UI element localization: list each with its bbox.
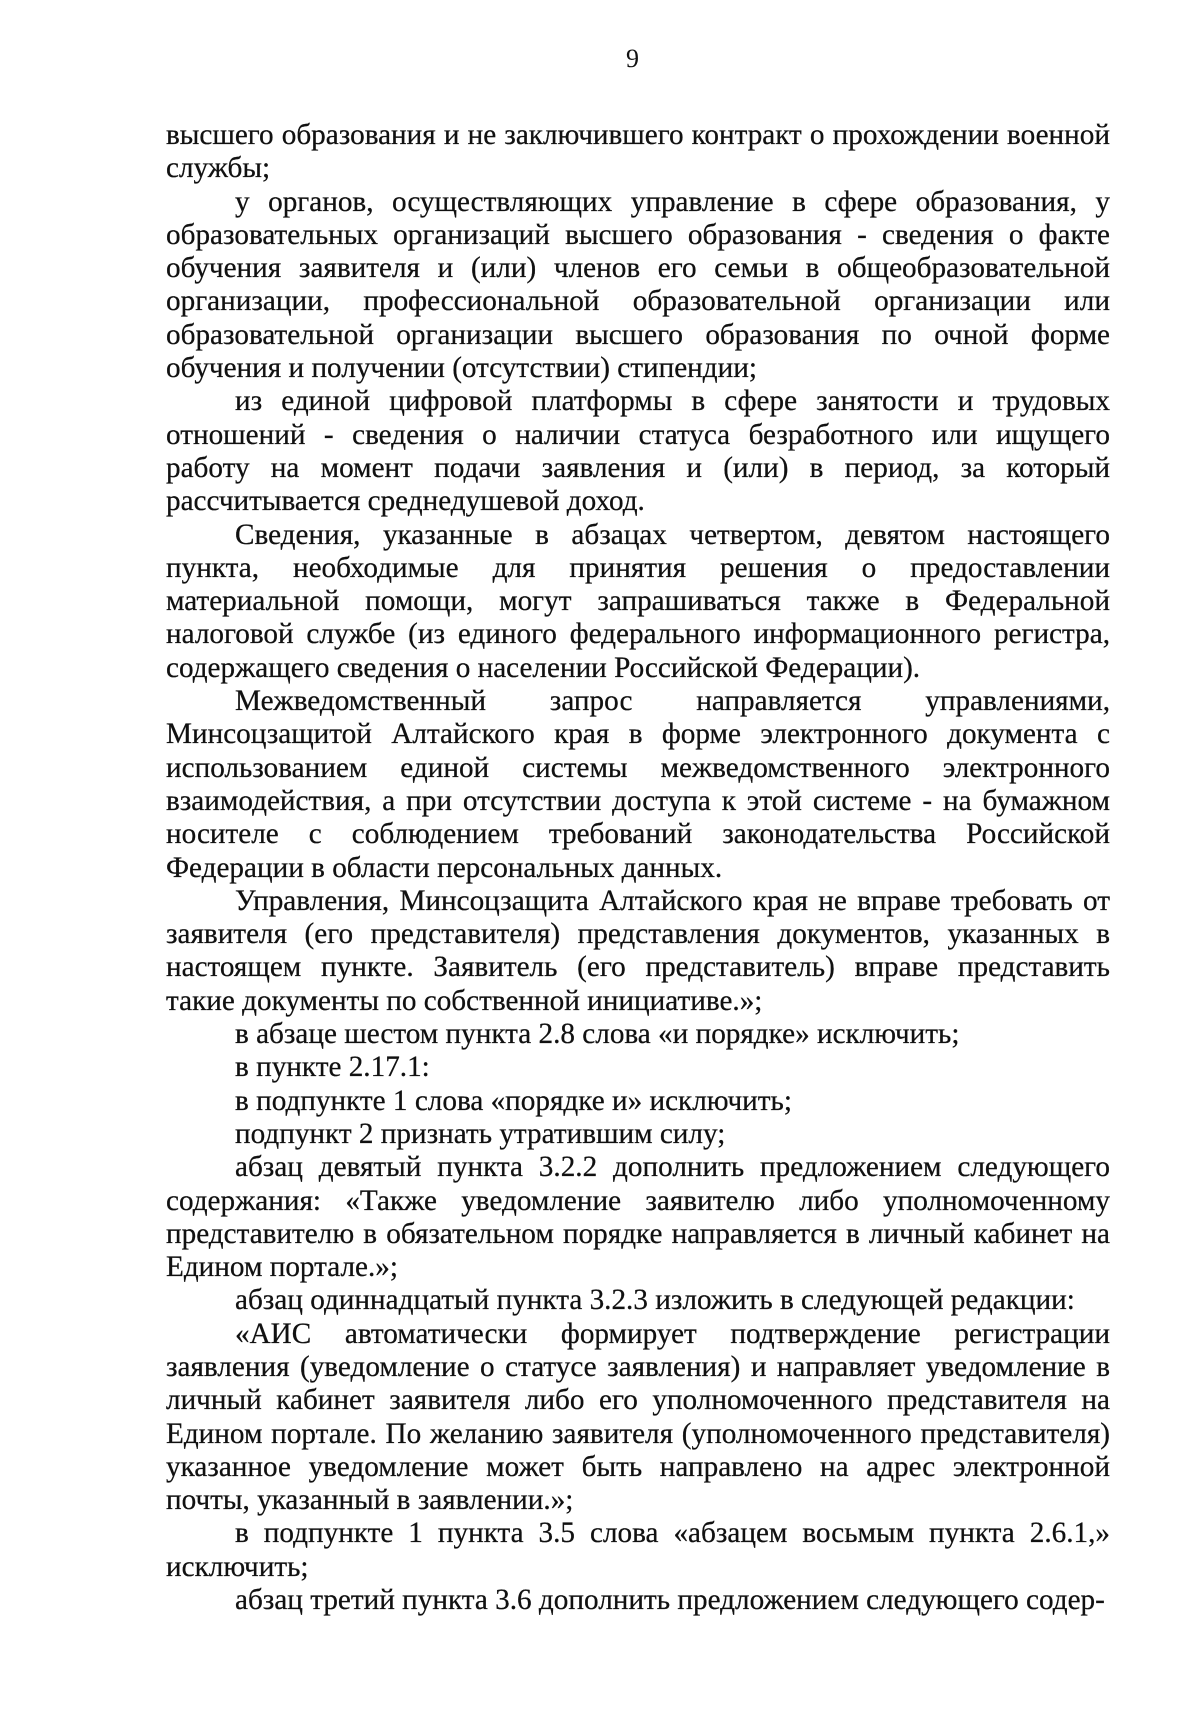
paragraph-9: в подпункте 1 слова «порядке и» исключить;: [235, 1084, 792, 1117]
paragraph-7: в абзаце шестом пункта 2.8 слова «и порядке» исключить;: [235, 1018, 960, 1051]
paragraph-8: в пункте 2.17.1:: [235, 1051, 430, 1084]
paragraph-11: абзац девятый пункта 3.2.2 дополнить предложением следующего содержания: «Также уведомление заявителю либо уполномоченному представителю в обязательном порядке направляется в личный кабинет на Едином портале.»;: [166, 1151, 1110, 1284]
document-body: [166, 119, 1110, 1617]
page-number: 9: [626, 44, 639, 73]
paragraph-1: высшего образования и не заключившего контракт о прохождении военной службы;: [166, 119, 1110, 185]
paragraph-13: «АИС автоматически формирует подтверждение регистрации заявления (уведомление о статусе заявления) и направляет уведомление в личный кабинет заявителя либо его уполномоченного представителя на Едином портале. По желанию заявителя (уполномоченного представителя) указанное уведомление может быть направлено на адрес электронной почты, указанный в заявлении.»;: [166, 1317, 1110, 1517]
paragraph-4: Сведения, указанные в абзацах четвертом, девятом настоящего пункта, необходимые для принятия решения о предоставлении материальной помощи, могут запрашиваться также в Федеральной налоговой службе (из единого федерального информационного регистра, содержащего сведения о населении Российской Федерации).: [166, 518, 1110, 684]
paragraph-5: Межведомственный запрос направляется управлениями, Минсоцзащитой Алтайского края в форме электронного документа с использованием единой системы межведомственного электронного взаимодействия, а при отсутствии доступа к этой системе - на бумажном носителе с соблюдением требований законодательства Российской Федерации в области персональных данных.: [166, 685, 1110, 884]
paragraph-10: подпункт 2 признать утратившим силу;: [235, 1117, 726, 1150]
paragraph-2: у органов, осуществляющих управление в сфере образования, у образовательных организаций высшего образования - сведения о факте обучения заявителя и (или) членов его семьи в общеобразовательной организации, профессиональной образовательной организации или образовательной организации высшего образования по очной форме обучения и получении (отсутствии) стипендии;: [166, 185, 1110, 385]
paragraph-14: в подпункте 1 пункта 3.5 слова «абзацем восьмым пункта 2.6.1,» исключить;: [166, 1517, 1110, 1583]
paragraph-6: Управления, Минсоцзащита Алтайского края не вправе требовать от заявителя (его представителя) представления документов, указанных в настоящем пункте. Заявитель (его представитель) вправе представить такие документы по собственной инициативе.»;: [166, 884, 1110, 1017]
paragraph-12: абзац одиннадцатый пункта 3.2.3 изложить в следующей редакции:: [235, 1284, 1075, 1317]
paragraph-15: абзац третий пункта 3.6 дополнить предложением следующего содер-: [235, 1584, 1105, 1617]
paragraph-3: из единой цифровой платформы в сфере занятости и трудовых отношений - сведения о наличии статуса безработного или ищущего работу на момент подачи заявления и (или) в период, за который рассчитывается среднедушевой доход.: [166, 385, 1110, 518]
